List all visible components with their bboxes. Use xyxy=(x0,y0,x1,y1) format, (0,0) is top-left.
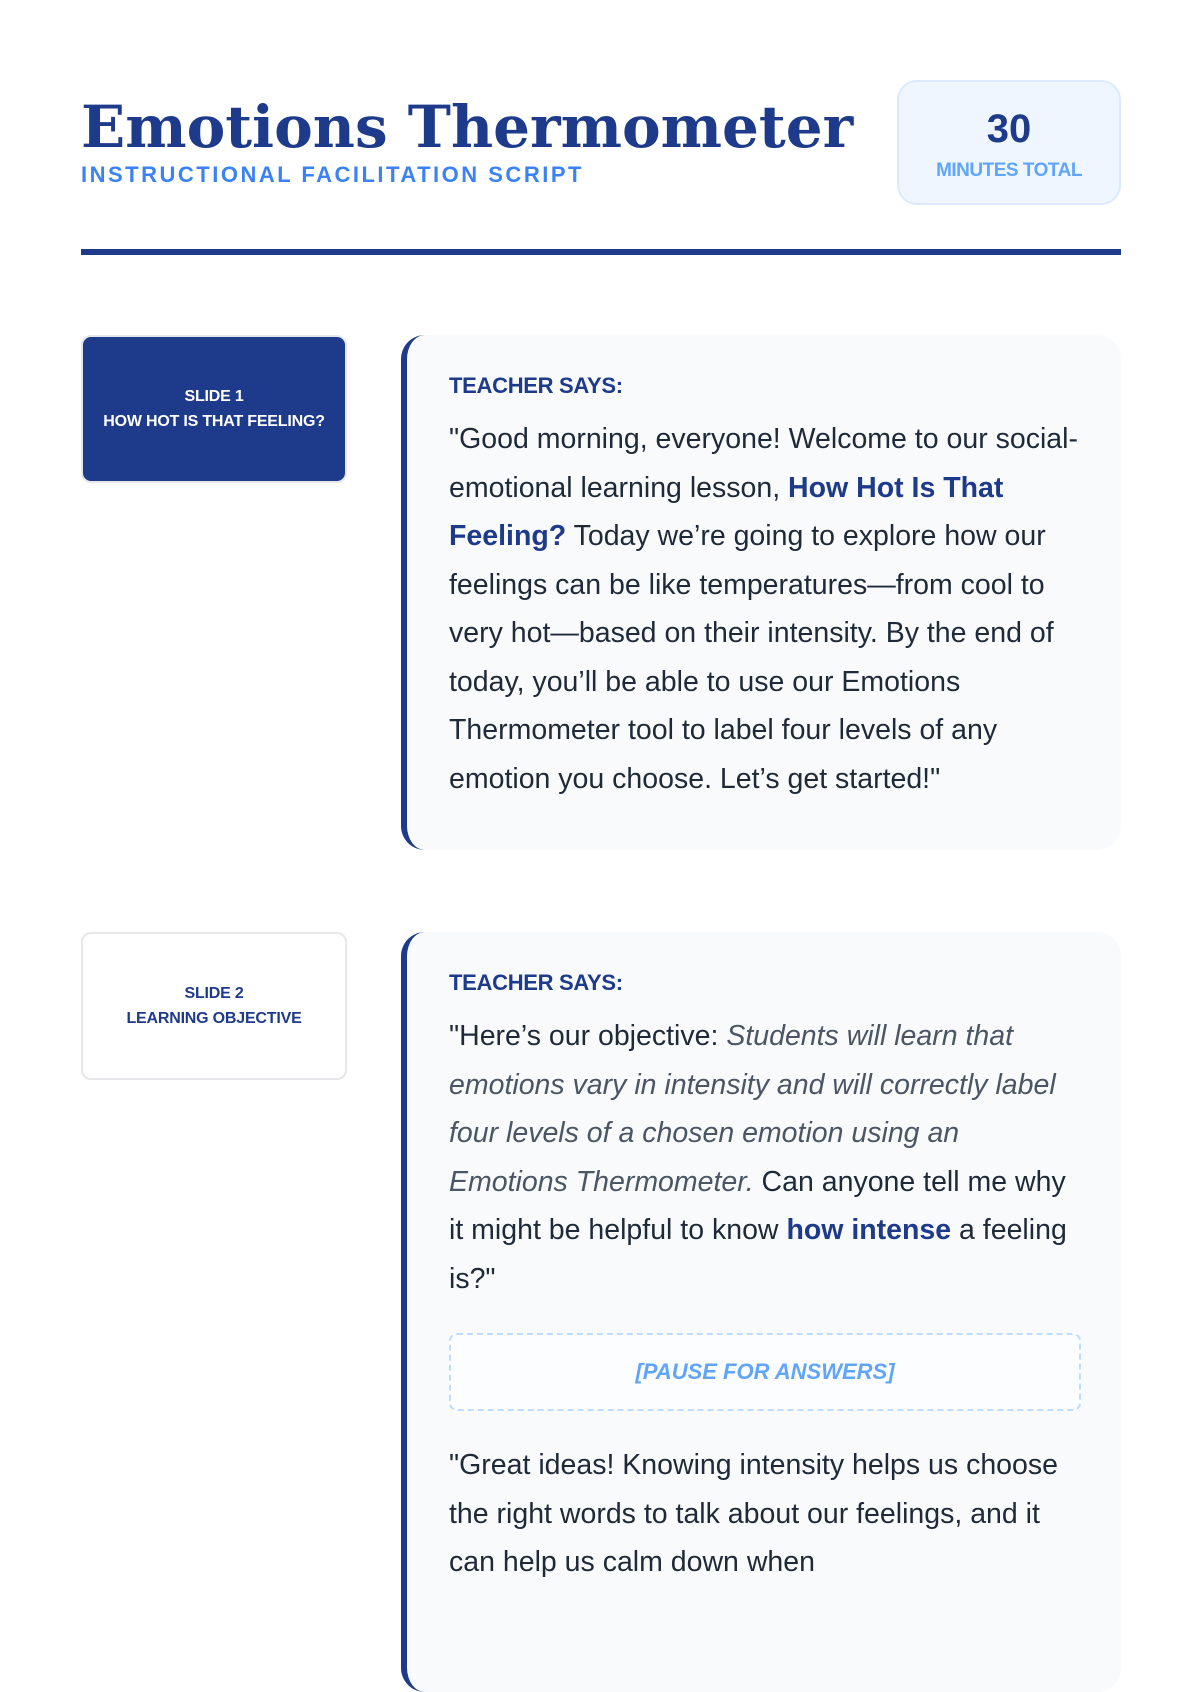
teacher-says-label: TEACHER SAYS: xyxy=(449,373,623,398)
script-text-part: "Good morning, everyone! Welcome to our social-emotional learning lesson, xyxy=(449,423,1078,504)
script-text-part: "Here’s our objective: xyxy=(449,1020,727,1052)
teacher-script-box xyxy=(401,335,1121,850)
pause-for-answers-cue: [PAUSE FOR ANSWERS] xyxy=(449,1333,1081,1411)
slide-number: SLIDE 1 xyxy=(184,388,244,405)
slide-card-2[interactable] xyxy=(81,932,347,1080)
slide-title: LEARNING OBJECTIVE xyxy=(126,1010,302,1027)
page-title: Emotions Thermometer xyxy=(81,93,854,161)
teacher-script-text xyxy=(449,1012,1081,1303)
teacher-says-label: TEACHER SAYS: xyxy=(449,970,623,995)
slide-number: SLIDE 2 xyxy=(184,985,244,1002)
teacher-followup-text: "Great ideas! Knowing intensity helps us choose the right words to talk about our feelings, and it can help us calm down when xyxy=(449,1449,1058,1578)
slide-card-1[interactable] xyxy=(81,335,347,483)
page-subtitle: INSTRUCTIONAL FACILITATION SCRIPT xyxy=(81,162,584,187)
teacher-script-text xyxy=(449,415,1081,803)
duration-label: MINUTES TOTAL xyxy=(936,160,1082,181)
script-highlight: How Hot Is That Feeling? xyxy=(449,471,1004,552)
script-text-part: Can anyone tell me why it might be helpful to know xyxy=(449,1165,1066,1246)
page xyxy=(81,0,1121,1600)
learning-objective-text: Students will learn that emotions vary in intensity and will correctly label four levels of a chosen emotion using an Emotions Thermometer. xyxy=(449,1020,1056,1198)
header xyxy=(81,80,1121,255)
teacher-script-box xyxy=(401,932,1121,1692)
script-text-part: Today we’re going to explore how our feelings can be like temperatures—from cool to very hot—based on their intensity. By the end of today, you’ll be able to use our Emotions Thermometer tool to label four levels of any emotion you choose. Let’s get started!" xyxy=(449,520,1054,795)
duration-badge xyxy=(897,80,1121,205)
script-highlight: how intense xyxy=(786,1214,952,1246)
script-text-part: a feeling is?" xyxy=(449,1214,1067,1295)
slide-title: HOW HOT IS THAT FEELING? xyxy=(103,413,325,430)
duration-number: 30 xyxy=(986,107,1032,151)
